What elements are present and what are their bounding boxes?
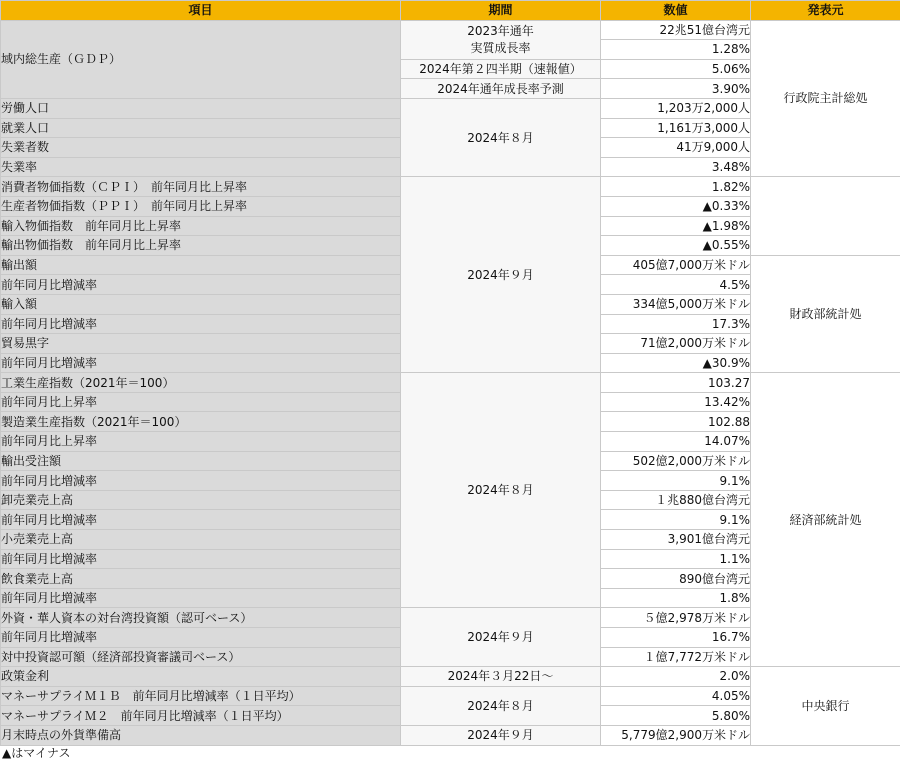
item-cell: 対中投資認可額（経済部投資審議司ベース） xyxy=(1,647,401,667)
item-cell: 前年同月比増減率 xyxy=(1,510,401,530)
value-cell: 13.42% xyxy=(601,392,751,412)
value-cell: ▲0.33% xyxy=(601,196,751,216)
item-cell: 就業人口 xyxy=(1,118,401,138)
period-cell: 2024年通年成長率予測 xyxy=(401,79,601,99)
value-cell: ▲1.98% xyxy=(601,216,751,236)
value-cell: 1,203万2,000人 xyxy=(601,98,751,118)
item-cell: 外資・華人資本の対台湾投資額（認可ベース） xyxy=(1,608,401,628)
item-cell: 貿易黒字 xyxy=(1,334,401,354)
item-cell: 前年同月比増減率 xyxy=(1,588,401,608)
value-cell: 14.07% xyxy=(601,432,751,452)
value-cell: ▲30.9% xyxy=(601,353,751,373)
header-source: 発表元 xyxy=(751,1,900,21)
header-period: 期間 xyxy=(401,1,601,21)
period-policy-rate: 2024年３月22日～ xyxy=(401,667,601,687)
item-cell: 前年同月比上昇率 xyxy=(1,392,401,412)
header-item: 項目 xyxy=(1,1,401,21)
item-cell: 輸出額 xyxy=(1,255,401,275)
value-cell: 1.1% xyxy=(601,549,751,569)
value-cell: 22兆51億台湾元 xyxy=(601,20,751,40)
value-cell: 3.90% xyxy=(601,79,751,99)
gdp-item: 域内総生産（ＧＤＰ） xyxy=(1,20,401,98)
item-cell: マネーサプライＭ２ 前年同月比増減率（１日平均） xyxy=(1,706,401,726)
value-cell: 103.27 xyxy=(601,373,751,393)
item-cell: 小売業売上高 xyxy=(1,530,401,550)
value-cell: 102.88 xyxy=(601,412,751,432)
value-cell: 3,901億台湾元 xyxy=(601,530,751,550)
item-cell: 前年同月比増減率 xyxy=(1,471,401,491)
item-cell: 前年同月比上昇率 xyxy=(1,432,401,452)
source-mof: 財政部統計処 xyxy=(751,255,900,373)
value-cell: 3.48% xyxy=(601,157,751,177)
footnote: ▲はマイナス xyxy=(2,746,71,760)
item-cell: 労働人口 xyxy=(1,98,401,118)
item-cell: 製造業生産指数（2021年＝100） xyxy=(1,412,401,432)
period-reserves: 2024年９月 xyxy=(401,725,601,745)
value-cell: 41万9,000人 xyxy=(601,138,751,158)
table-row xyxy=(1,667,900,687)
item-cell: マネーサプライＭ１Ｂ 前年同月比増減率（１日平均） xyxy=(1,686,401,706)
source-cbc: 中央銀行 xyxy=(751,667,900,745)
table-row xyxy=(1,177,900,197)
table-row xyxy=(1,373,900,393)
item-cell: 輸出受注額 xyxy=(1,451,401,471)
value-cell: ▲0.55% xyxy=(601,236,751,256)
item-cell: 前年同月比増減率 xyxy=(1,628,401,648)
item-cell: 月末時点の外貨準備高 xyxy=(1,725,401,745)
period-labor: 2024年８月 xyxy=(401,98,601,176)
header-value: 数値 xyxy=(601,1,751,21)
value-cell: １兆880億台湾元 xyxy=(601,490,751,510)
period-money-supply: 2024年８月 xyxy=(401,686,601,725)
value-cell: 334億5,000万米ドル xyxy=(601,294,751,314)
item-cell: 前年同月比増減率 xyxy=(1,275,401,295)
value-cell: 5.80% xyxy=(601,706,751,726)
value-cell: 890億台湾元 xyxy=(601,569,751,589)
item-cell: 輸入額 xyxy=(1,294,401,314)
value-cell: 71億2,000万米ドル xyxy=(601,334,751,354)
value-cell: 5,779億2,900万米ドル xyxy=(601,725,751,745)
value-cell: 405億7,000万米ドル xyxy=(601,255,751,275)
value-cell: 9.1% xyxy=(601,471,751,491)
item-cell: 卸売業売上高 xyxy=(1,490,401,510)
value-cell: 1,161万3,000人 xyxy=(601,118,751,138)
period-cell: 2024年第２四半期（速報値） xyxy=(401,59,601,79)
period-prices-trade: 2024年９月 xyxy=(401,177,601,373)
value-cell: ５億2,978万米ドル xyxy=(601,608,751,628)
gdp-period xyxy=(401,20,601,59)
value-cell: １億7,772万米ドル xyxy=(601,647,751,667)
item-cell: 政策金利 xyxy=(1,667,401,687)
value-cell: 1.82% xyxy=(601,177,751,197)
period-production: 2024年８月 xyxy=(401,373,601,608)
value-cell: 4.05% xyxy=(601,686,751,706)
item-cell: 生産者物価指数（ＰＰＩ） 前年同月比上昇率 xyxy=(1,196,401,216)
value-cell: 17.3% xyxy=(601,314,751,334)
item-cell: 工業生産指数（2021年＝100） xyxy=(1,373,401,393)
value-cell: 2.0% xyxy=(601,667,751,687)
value-cell: 4.5% xyxy=(601,275,751,295)
period-investment: 2024年９月 xyxy=(401,608,601,667)
item-cell: 失業率 xyxy=(1,157,401,177)
source-blank-prices xyxy=(751,177,900,255)
item-cell: 輸出物価指数 前年同月比上昇率 xyxy=(1,236,401,256)
item-cell: 飲食業売上高 xyxy=(1,569,401,589)
source-dgbas: 行政院主計総処 xyxy=(751,20,900,177)
value-cell: 1.28% xyxy=(601,40,751,60)
gdp-period-line1: 2023年通年 xyxy=(467,23,534,38)
value-cell: 1.8% xyxy=(601,588,751,608)
value-cell: 9.1% xyxy=(601,510,751,530)
header-row xyxy=(1,1,900,21)
gdp-period-line2: 実質成長率 xyxy=(470,40,531,55)
table-row xyxy=(1,20,900,40)
item-cell: 前年同月比増減率 xyxy=(1,314,401,334)
item-cell: 前年同月比増減率 xyxy=(1,353,401,373)
item-cell: 失業者数 xyxy=(1,138,401,158)
item-cell: 消費者物価指数（ＣＰＩ） 前年同月比上昇率 xyxy=(1,177,401,197)
item-cell: 輸入物価指数 前年同月比上昇率 xyxy=(1,216,401,236)
value-cell: 5.06% xyxy=(601,59,751,79)
value-cell: 16.7% xyxy=(601,628,751,648)
source-moea: 経済部統計処 xyxy=(751,373,900,667)
value-cell: 502億2,000万米ドル xyxy=(601,451,751,471)
item-cell: 前年同月比増減率 xyxy=(1,549,401,569)
